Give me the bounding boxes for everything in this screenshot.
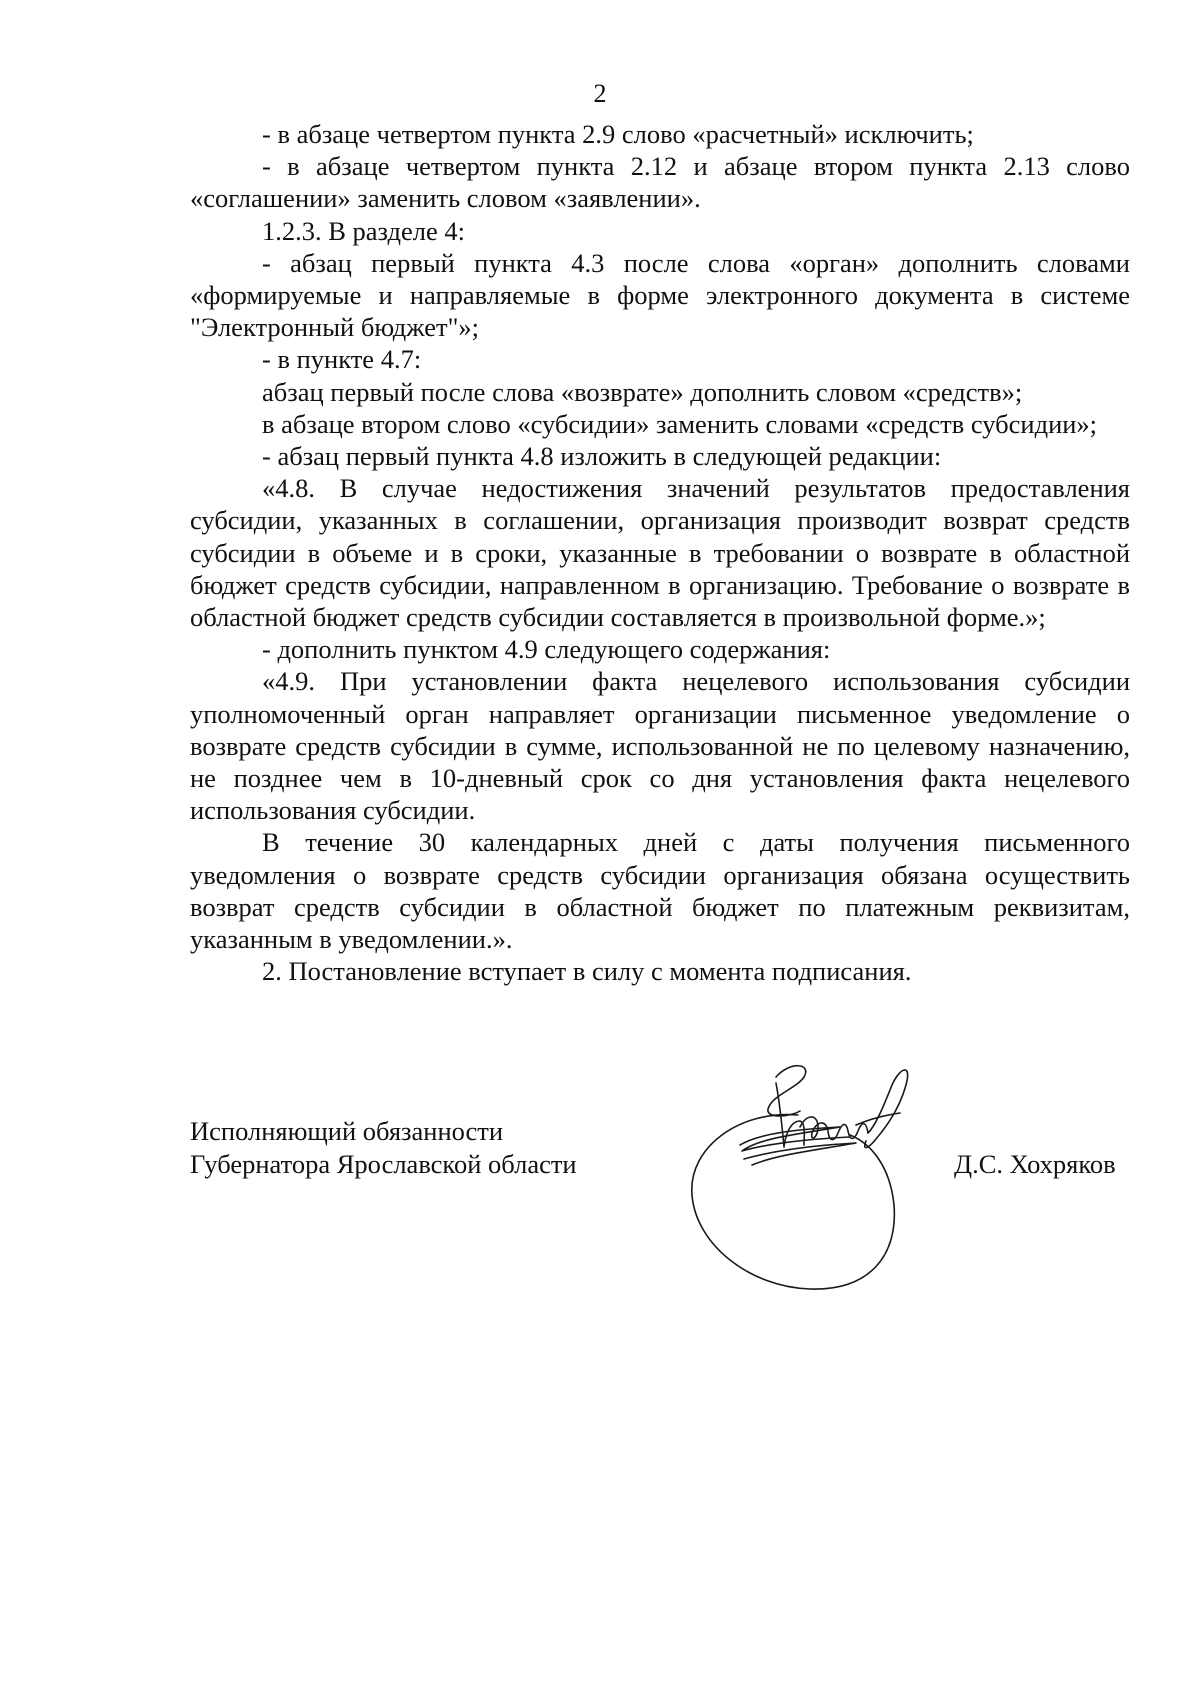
paragraph: - в пункте 4.7: bbox=[262, 344, 422, 375]
paragraph: - дополнить пунктом 4.9 следующего содержания: bbox=[262, 634, 831, 665]
paragraph: В течение 30 календарных дней с даты получения письменного уведомления о возврате средств субсидии организация обязана осуществить возврат средств субсидии в областной бюджет по платежным реквизитам, указанным в уведомлении.». bbox=[190, 827, 1130, 955]
paragraph: - в абзаце четвертом пункта 2.9 слово «расчетный» исключить; bbox=[262, 119, 974, 149]
signer-title bbox=[190, 1115, 577, 1180]
paragraph: 1.2.3. В разделе 4: bbox=[262, 215, 466, 246]
handwritten-signature bbox=[680, 1055, 960, 1295]
document-body bbox=[190, 118, 1130, 987]
signer-title-line-1: Исполняющий обязанности bbox=[190, 1116, 504, 1146]
paragraph: «4.8. В случае недостижения значений результатов предоставления субсидии, указанных в соглашении, организация производит возврат средств субсидии в объеме и в сроки, указанные в требовании о возврате в областной бюджет средств субсидии, направленном в организацию. Требование о возврате в областной бюджет средств субсидии составляется в произвольной форме.»; bbox=[190, 473, 1130, 633]
page-number: 2 bbox=[593, 79, 607, 108]
paragraph: - в абзаце четвертом пункта 2.12 и абзаце втором пункта 2.13 слово «соглашении» заменить словом «заявлении». bbox=[190, 151, 1130, 214]
signer-title-line-2: Губернатора Ярославской области bbox=[190, 1148, 577, 1179]
signer-name: Д.С. Хохряков bbox=[954, 1149, 1116, 1179]
paragraph: абзац первый после слова «возврате» дополнить словом «средств»; bbox=[262, 376, 1023, 407]
paragraph: в абзаце втором слово «субсидии» заменить словами «средств субсидии»; bbox=[262, 408, 1098, 439]
paragraph: - абзац первый пункта 4.3 после слова «орган» дополнить словами «формируемые и направляемые в форме электронного документа в системе "Электронный бюджет"»; bbox=[190, 247, 1130, 343]
paragraph: «4.9. При установлении факта нецелевого использования субсидии уполномоченный орган направляет организации письменное уведомление о возврате средств субсидии в сумме, использованной не по целевому назначению, не позднее чем в 10-дневный срок со дня установления факта нецелевого использования субсидии. bbox=[190, 666, 1130, 826]
paragraph: 2. Постановление вступает в силу с момента подписания. bbox=[262, 956, 912, 987]
paragraph: - абзац первый пункта 4.8 изложить в следующей редакции: bbox=[262, 441, 942, 472]
